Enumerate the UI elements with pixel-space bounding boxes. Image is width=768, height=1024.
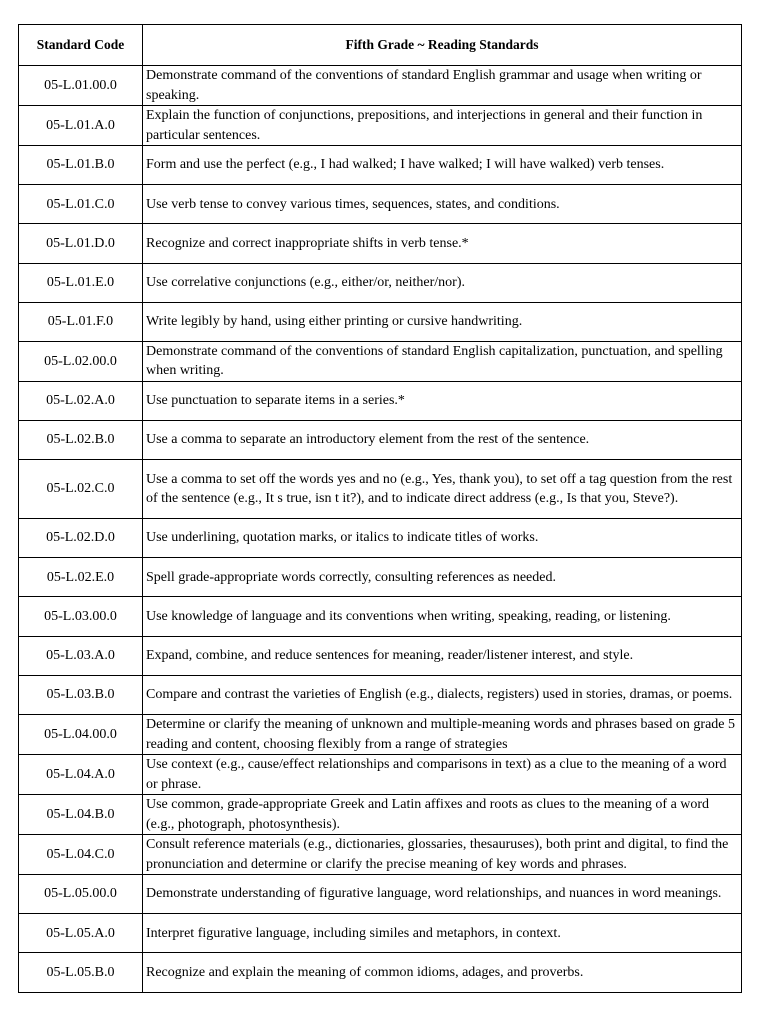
standard-code-cell: 05-L.01.A.0 bbox=[19, 106, 143, 146]
table-row bbox=[19, 66, 742, 106]
table-row bbox=[19, 953, 742, 992]
standards-table bbox=[18, 24, 742, 993]
standard-description-cell: Use punctuation to separate items in a series.* bbox=[143, 381, 742, 420]
standard-code-cell: 05-L.02.B.0 bbox=[19, 421, 143, 460]
standard-description-cell: Form and use the perfect (e.g., I had walked; I have walked; I will have walked) verb tenses. bbox=[143, 146, 742, 185]
standard-description-cell: Use correlative conjunctions (e.g., either/or, neither/nor). bbox=[143, 263, 742, 302]
table-row bbox=[19, 875, 742, 914]
table-row bbox=[19, 185, 742, 224]
standard-description-cell: Expand, combine, and reduce sentences for meaning, reader/listener interest, and style. bbox=[143, 636, 742, 675]
standard-code-cell: 05-L.02.A.0 bbox=[19, 381, 143, 420]
standard-description-cell: Recognize and explain the meaning of common idioms, adages, and proverbs. bbox=[143, 953, 742, 992]
standard-description-cell: Demonstrate command of the conventions of standard English grammar and usage when writing or speaking. bbox=[143, 66, 742, 106]
table-row bbox=[19, 835, 742, 875]
standard-code-cell: 05-L.03.00.0 bbox=[19, 597, 143, 636]
standard-code-cell: 05-L.03.B.0 bbox=[19, 675, 143, 714]
standard-code-cell: 05-L.05.A.0 bbox=[19, 914, 143, 953]
table-row bbox=[19, 715, 742, 755]
standard-code-cell: 05-L.01.B.0 bbox=[19, 146, 143, 185]
table-row bbox=[19, 755, 742, 795]
standard-description-cell: Spell grade-appropriate words correctly, consulting references as needed. bbox=[143, 558, 742, 597]
table-row bbox=[19, 519, 742, 558]
table-row bbox=[19, 146, 742, 185]
table-row bbox=[19, 675, 742, 714]
standard-description-cell: Demonstrate understanding of figurative language, word relationships, and nuances in word meanings. bbox=[143, 875, 742, 914]
standard-description-cell: Use underlining, quotation marks, or italics to indicate titles of works. bbox=[143, 519, 742, 558]
standard-code-cell: 05-L.04.B.0 bbox=[19, 795, 143, 835]
standard-description-cell: Write legibly by hand, using either printing or cursive handwriting. bbox=[143, 302, 742, 341]
standard-description-cell: Consult reference materials (e.g., dictionaries, glossaries, thesauruses), both print and digital, to find the pronunciation and determine or clarify the precise meaning of key words and phrases. bbox=[143, 835, 742, 875]
standard-code-cell: 05-L.04.00.0 bbox=[19, 715, 143, 755]
table-row bbox=[19, 302, 742, 341]
standard-code-cell: 05-L.01.E.0 bbox=[19, 263, 143, 302]
standard-code-cell: 05-L.05.00.0 bbox=[19, 875, 143, 914]
standard-code-cell: 05-L.05.B.0 bbox=[19, 953, 143, 992]
standard-code-cell: 05-L.01.D.0 bbox=[19, 224, 143, 263]
standard-description-cell: Recognize and correct inappropriate shifts in verb tense.* bbox=[143, 224, 742, 263]
standard-description-cell: Use a comma to separate an introductory element from the rest of the sentence. bbox=[143, 421, 742, 460]
standard-description-cell: Use common, grade-appropriate Greek and Latin affixes and roots as clues to the meaning of a word (e.g., photograph, photosynthesis). bbox=[143, 795, 742, 835]
table-row bbox=[19, 914, 742, 953]
table-row bbox=[19, 421, 742, 460]
reading-standards-header: Fifth Grade ~ Reading Standards bbox=[143, 25, 742, 66]
table-row bbox=[19, 597, 742, 636]
table-header-row bbox=[19, 25, 742, 66]
table-row bbox=[19, 341, 742, 381]
table-row bbox=[19, 636, 742, 675]
standard-description-cell: Use knowledge of language and its conventions when writing, speaking, reading, or listening. bbox=[143, 597, 742, 636]
table-row bbox=[19, 224, 742, 263]
table-row bbox=[19, 106, 742, 146]
standard-description-cell: Use verb tense to convey various times, sequences, states, and conditions. bbox=[143, 185, 742, 224]
standard-code-cell: 05-L.02.00.0 bbox=[19, 341, 143, 381]
table-row bbox=[19, 460, 742, 519]
standard-code-cell: 05-L.01.C.0 bbox=[19, 185, 143, 224]
standard-description-cell: Use context (e.g., cause/effect relationships and comparisons in text) as a clue to the meaning of a word or phrase. bbox=[143, 755, 742, 795]
table-row bbox=[19, 263, 742, 302]
standard-code-cell: 05-L.02.E.0 bbox=[19, 558, 143, 597]
standard-code-cell: 05-L.01.F.0 bbox=[19, 302, 143, 341]
standard-code-cell: 05-L.04.C.0 bbox=[19, 835, 143, 875]
standard-code-cell: 05-L.04.A.0 bbox=[19, 755, 143, 795]
standard-description-cell: Demonstrate command of the conventions of standard English capitalization, punctuation, and spelling when writing. bbox=[143, 341, 742, 381]
standard-code-cell: 05-L.02.D.0 bbox=[19, 519, 143, 558]
standard-code-cell: 05-L.01.00.0 bbox=[19, 66, 143, 106]
table-row bbox=[19, 381, 742, 420]
standard-description-cell: Determine or clarify the meaning of unknown and multiple-meaning words and phrases based on grade 5 reading and content, choosing flexibly from a range of strategies bbox=[143, 715, 742, 755]
standard-code-cell: 05-L.02.C.0 bbox=[19, 460, 143, 519]
standard-description-cell: Compare and contrast the varieties of English (e.g., dialects, registers) used in stories, dramas, or poems. bbox=[143, 675, 742, 714]
table-row bbox=[19, 558, 742, 597]
standard-description-cell: Explain the function of conjunctions, prepositions, and interjections in general and their function in particular sentences. bbox=[143, 106, 742, 146]
standard-description-cell: Use a comma to set off the words yes and no (e.g., Yes, thank you), to set off a tag question from the rest of the sentence (e.g., It s true, isn t it?), and to indicate direct address (e.g., Is that you, Steve?). bbox=[143, 460, 742, 519]
standard-description-cell: Interpret figurative language, including similes and metaphors, in context. bbox=[143, 914, 742, 953]
table-row bbox=[19, 795, 742, 835]
standard-code-cell: 05-L.03.A.0 bbox=[19, 636, 143, 675]
standard-code-header: Standard Code bbox=[19, 25, 143, 66]
